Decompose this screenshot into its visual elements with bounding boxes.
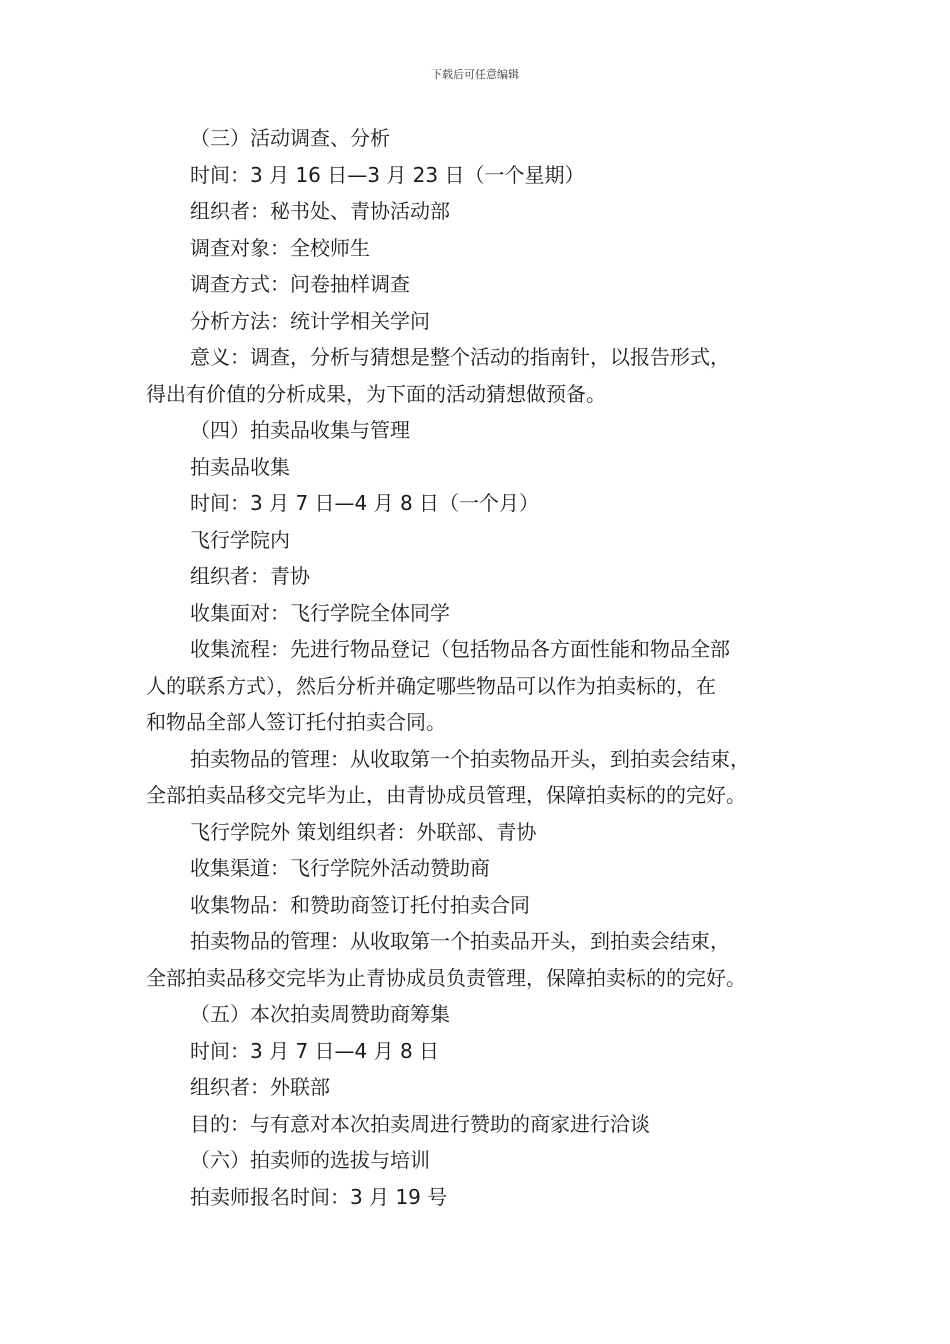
paragraph-line: 飞行学院内 <box>190 527 290 552</box>
paragraph-line: 时间：3 月 7 日—4 月 8 日（一个月） <box>190 491 540 515</box>
paragraph-line: 组织者：秘书处、青协活动部 <box>190 199 450 223</box>
paragraph-line: 拍卖品收集 <box>190 454 290 479</box>
paragraph-line: 拍卖物品的管理：从收取第一个拍卖物品开头，到拍卖会结束， <box>190 746 750 771</box>
paragraph-continuation-line: 和物品全部人签订托付拍卖合同。 <box>146 710 446 734</box>
paragraph-continuation-line: 全部拍卖品移交完毕为止，由青协成员管理，保障拍卖标的的完好。 <box>146 783 746 807</box>
paragraph-line: 组织者：青协 <box>190 564 310 588</box>
paragraph-continuation-line: 得出有价值的分析成果，为下面的活动猜想做预备。 <box>146 381 606 406</box>
paragraph-line: 组织者：外联部 <box>190 1075 330 1099</box>
paragraph-line: 时间：3 月 16 日—3 月 23 日（一个星期） <box>190 162 585 187</box>
paragraph-line: 收集面对：飞行学院全体同学 <box>190 600 450 625</box>
paragraph-line: 拍卖师报名时间：3 月 19 号 <box>190 1184 448 1209</box>
paragraph-line: （三）活动调查、分析 <box>190 126 390 150</box>
paragraph-line: 飞行学院外 策划组织者：外联部、青协 <box>190 819 537 844</box>
document-body <box>146 120 826 1215</box>
paragraph-continuation-line: 全部拍卖品移交完毕为止青协成员负责管理，保障拍卖标的的完好。 <box>146 965 746 990</box>
paragraph-line: 调查对象：全校师生 <box>190 235 370 260</box>
paragraph-line: 目的：与有意对本次拍卖周进行赞助的商家进行洽谈 <box>190 1111 650 1136</box>
paragraph-line: （六）拍卖师的选拔与培训 <box>190 1148 430 1172</box>
paragraph-line: 分析方法：统计学相关学问 <box>190 308 430 333</box>
paragraph-line: 时间：3 月 7 日—4 月 8 日 <box>190 1038 440 1063</box>
paragraph-line: 收集物品：和赞助商签订托付拍卖合同 <box>190 892 530 917</box>
paragraph-line: 调查方式：问卷抽样调查 <box>190 272 410 296</box>
paragraph-line: 收集渠道：飞行学院外活动赞助商 <box>190 856 490 880</box>
paragraph-line: （四）拍卖品收集与管理 <box>190 418 410 442</box>
paragraph-continuation-line: 人的联系方式），然后分析并确定哪些物品可以作为拍卖标的，在 <box>146 673 716 698</box>
page-header: 下载后可任意编辑 <box>431 68 519 81</box>
paragraph-line: 意义：调查，分析与猜想是整个活动的指南针，以报告形式， <box>190 345 730 369</box>
paragraph-line: 收集流程：先进行物品登记（包括物品各方面性能和物品全部 <box>190 637 730 661</box>
paragraph-line: （五）本次拍卖周赞助商筹集 <box>190 1002 450 1026</box>
paragraph-line: 拍卖物品的管理：从收取第一个拍卖品开头，到拍卖会结束， <box>190 929 730 953</box>
